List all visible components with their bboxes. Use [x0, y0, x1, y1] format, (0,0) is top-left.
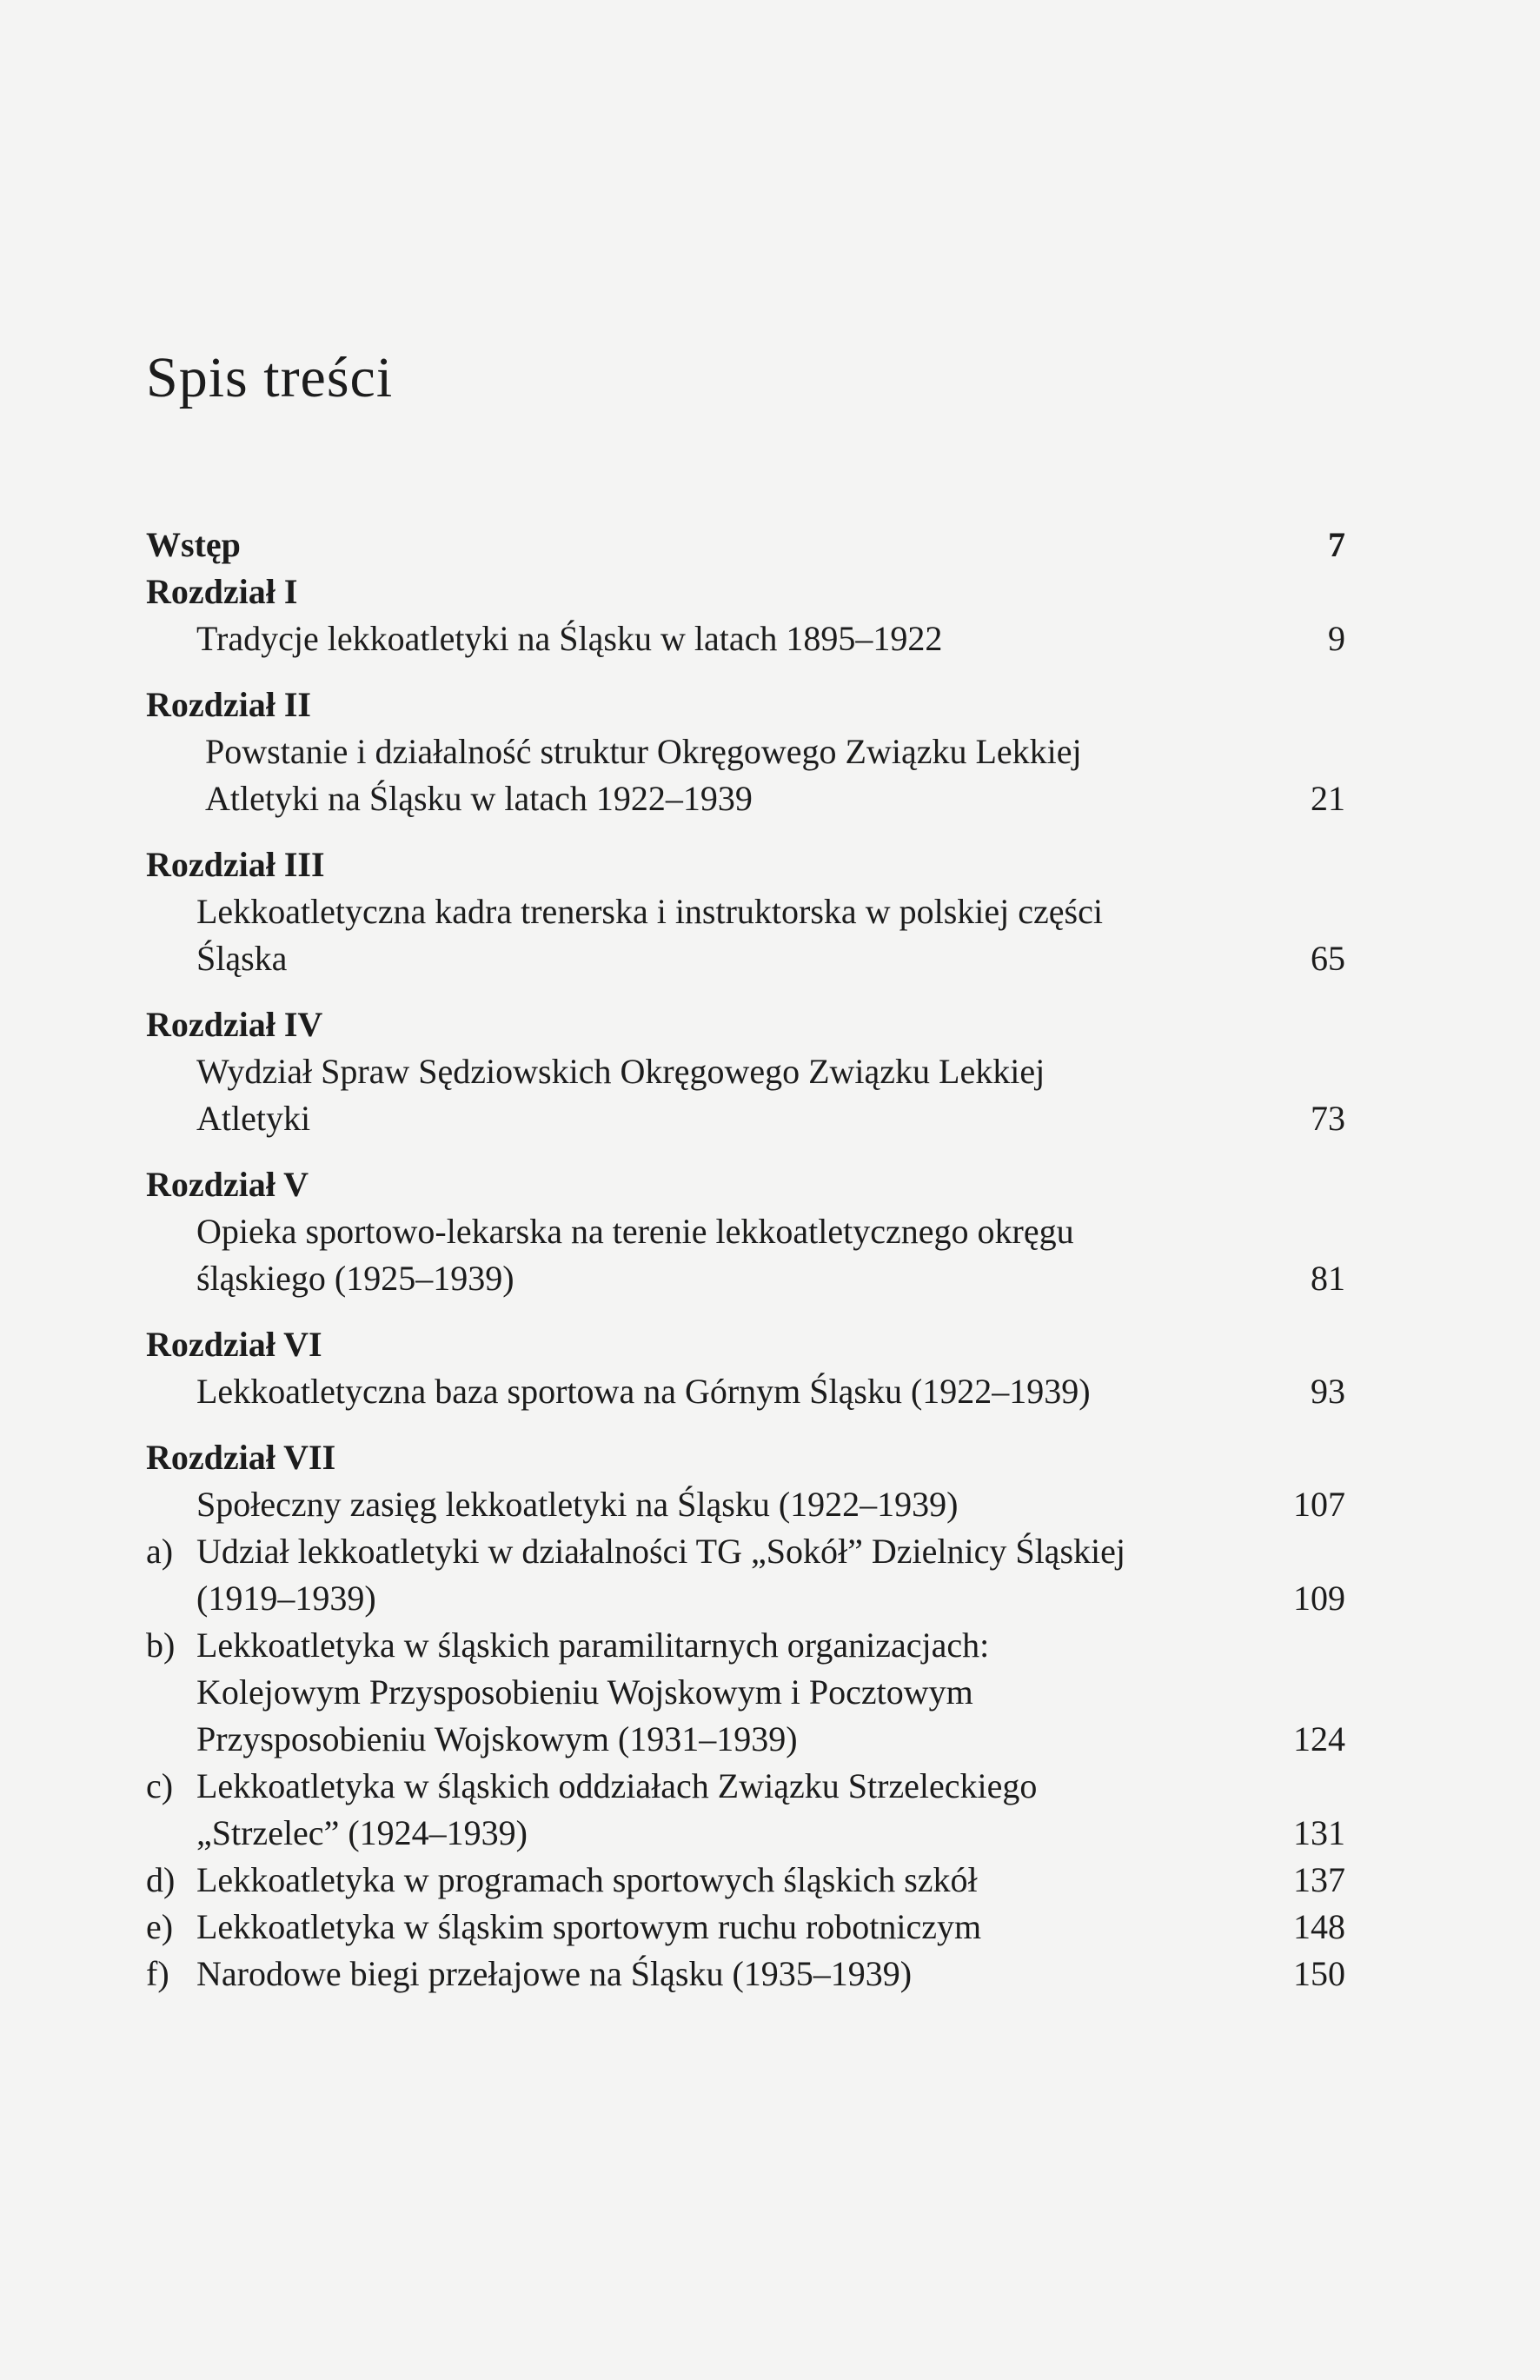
subsection-title: Przysposobieniu Wojskowym (1931–1939): [196, 1719, 798, 1758]
chapter-title: Śląska: [196, 939, 288, 978]
chapter-title: Powstanie i działalność struktur Okręgowego Związku Lekkiej: [205, 732, 1082, 771]
toc-heading: Rozdział I: [146, 572, 298, 611]
chapter-title: Atletyki na Śląsku w latach 1922–1939: [205, 779, 753, 818]
page-number: 7: [1328, 525, 1345, 564]
chapter-heading-1: [146, 568, 1345, 615]
page-number: 131: [1293, 1813, 1345, 1852]
subsection-label: a): [146, 1532, 174, 1571]
toc-heading: Rozdział VI: [146, 1325, 322, 1364]
chapter-heading-5: [146, 1161, 1345, 1208]
chapter-title: śląskiego (1925–1939): [196, 1259, 514, 1298]
toc-entry-line: [146, 888, 1345, 935]
page-number: 137: [1293, 1860, 1345, 1899]
subsection-f: [146, 1951, 1345, 1998]
page-number: 107: [1293, 1485, 1345, 1524]
subsection-title: Lekkoatletyka w śląskim sportowym ruchu robotniczym: [196, 1907, 982, 1946]
page-number: 21: [1311, 779, 1345, 818]
page-number: 81: [1311, 1259, 1345, 1298]
page-number: 93: [1311, 1372, 1345, 1411]
toc-entry-line: [146, 728, 1345, 775]
subsection-label: f): [146, 1954, 169, 1993]
toc-entry-intro: [146, 522, 1345, 568]
subsection-c: [146, 1763, 1345, 1810]
chapter-title: Atletyki: [196, 1099, 311, 1138]
toc-entry-line: [146, 1368, 1345, 1415]
subsection-label: e): [146, 1907, 174, 1946]
chapter-heading-3: [146, 841, 1345, 888]
toc-entry-line: [146, 1095, 1345, 1142]
toc-entry-line: [146, 1575, 1345, 1622]
subsection-a: [146, 1528, 1345, 1575]
page-number: 73: [1311, 1099, 1345, 1138]
subsection-label: b): [146, 1625, 176, 1665]
page-number: 65: [1311, 939, 1345, 978]
subsection-title: Lekkoatletyka w śląskich paramilitarnych organizacjach:: [196, 1625, 990, 1665]
chapter-heading-6: [146, 1321, 1345, 1368]
chapter-title: Wydział Spraw Sędziowskich Okręgowego Związku Lekkiej: [196, 1052, 1045, 1091]
toc-heading: Wstęp: [146, 525, 241, 564]
toc-heading: Rozdział V: [146, 1165, 309, 1204]
chapter-title: Lekkoatletyczna baza sportowa na Górnym Śląsku (1922–1939): [196, 1372, 1091, 1411]
toc-entry-line: [146, 1669, 1345, 1716]
chapter-title: Opieka sportowo-lekarska na terenie lekkoatletycznego okręgu: [196, 1212, 1074, 1251]
page-title: Spis treści: [146, 346, 394, 409]
subsection-title: Udział lekkoatletyki w działalności TG „Sokół” Dzielnicy Śląskiej: [196, 1532, 1125, 1571]
toc-heading: Rozdział IV: [146, 1005, 323, 1044]
subsection-title: „Strzelec” (1924–1939): [196, 1813, 528, 1852]
chapter-heading-7: [146, 1434, 1345, 1481]
chapter-title: Tradycje lekkoatletyki na Śląsku w latach 1895–1922: [196, 619, 943, 658]
chapter-title: Lekkoatletyczna kadra trenerska i instruktorska w polskiej części: [196, 892, 1103, 931]
chapter-title: Społeczny zasięg lekkoatletyki na Śląsku (1922–1939): [196, 1485, 959, 1524]
subsection-b: [146, 1622, 1345, 1669]
page-number: 150: [1293, 1954, 1345, 1993]
toc-entry-line: [146, 935, 1345, 982]
toc-heading: Rozdział III: [146, 845, 325, 884]
subsection-e: [146, 1904, 1345, 1951]
chapter-heading-4: [146, 1001, 1345, 1048]
subsection-label: d): [146, 1860, 176, 1899]
toc-heading: Rozdział VII: [146, 1438, 336, 1477]
subsection-title: Lekkoatletyka w programach sportowych śląskich szkół: [196, 1860, 978, 1899]
page-number: 9: [1328, 619, 1345, 658]
toc-entry-line: [146, 615, 1345, 662]
chapter-heading-2: [146, 681, 1345, 728]
table-of-contents: [146, 522, 1345, 1998]
subsection-title: Lekkoatletyka w śląskich oddziałach Związku Strzeleckiego: [196, 1766, 1038, 1805]
page-number: 109: [1293, 1579, 1345, 1618]
toc-entry-line: [146, 1716, 1345, 1763]
page-number: 124: [1293, 1719, 1345, 1758]
subsection-label: c): [146, 1766, 174, 1805]
toc-entry-line: [146, 1255, 1345, 1302]
subsection-title: (1919–1939): [196, 1579, 376, 1618]
toc-entry-line: [146, 1048, 1345, 1095]
toc-entry-line: [146, 1481, 1345, 1528]
toc-heading: Rozdział II: [146, 685, 311, 724]
toc-entry-line: [146, 1208, 1345, 1255]
toc-entry-line: [146, 775, 1345, 822]
subsection-title: Narodowe biegi przełajowe na Śląsku (1935–1939): [196, 1954, 913, 1993]
subsection-title: Kolejowym Przysposobieniu Wojskowym i Pocztowym: [196, 1672, 973, 1712]
toc-entry-line: [146, 1810, 1345, 1857]
subsection-d: [146, 1857, 1345, 1904]
page-number: 148: [1293, 1907, 1345, 1946]
